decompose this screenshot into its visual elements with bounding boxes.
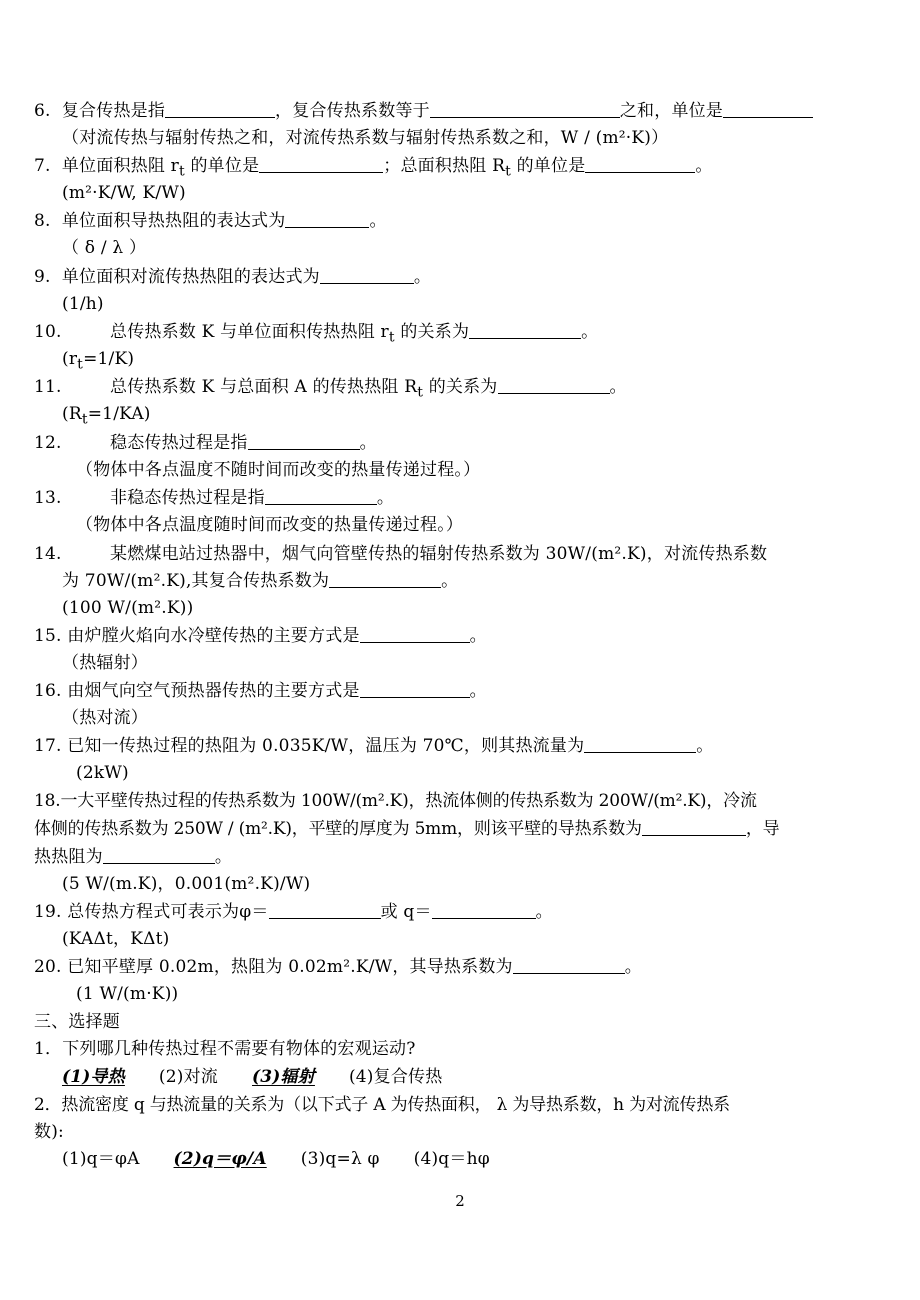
blank (430, 101, 620, 118)
question-14: 14. 某燃煤电站过热器中，烟气向管壁传热的辐射传热系数为 30W/(m².K)，对流传热系数 (34, 544, 768, 564)
option-selected: (3)辐射 (252, 1067, 315, 1087)
blank (469, 322, 581, 339)
question-13: 13. 非稳态传热过程是指 。 (34, 488, 395, 508)
blank (723, 101, 813, 118)
option: (2)对流 (158, 1067, 219, 1087)
answer-8: （ δ / λ ） (62, 238, 147, 258)
answer-18: (5 W/(m.K)，0.001(m².K)/W) (62, 874, 311, 894)
answer-15: （热辐射） (62, 653, 148, 673)
question-16: 16. 由烟气向空气预热器传热的主要方式是 。 (34, 681, 487, 701)
answer-7: (m²·K/W, K/W) (62, 183, 186, 203)
question-14-cont: 为 70W/(m².K),其复合传热系数为 。 (62, 571, 459, 591)
answer-14: (100 W/(m².K)) (62, 598, 194, 618)
choice-question-2: 2．热流密度 q 与热流量的关系为（以下式子 A 为传热面积， λ 为导热系数，h 为对流传热系 (34, 1095, 730, 1115)
blank (248, 433, 360, 450)
blank (320, 267, 414, 284)
blank (165, 101, 275, 118)
choice-question-1: 1．下列哪几种传热过程不需要有物体的宏观运动? (34, 1039, 416, 1059)
section-heading: 三、选择题 (34, 1012, 120, 1032)
blank (642, 819, 746, 836)
blank (432, 902, 536, 919)
blank (584, 736, 696, 753)
choice-options-1 (62, 1066, 476, 1088)
answer-6: （对流传热与辐射传热之和，对流传热系数与辐射传热系数之和，W / (m²·K)） (62, 128, 669, 148)
question-6: 6. 复合传热是指 ，复合传热系数等于 之和，单位是 (34, 100, 813, 122)
question-18-cont: 体侧的传热系数为 250W / (m².K)，平壁的厚度为 5mm，则该平壁的导热系数为 ，导 (34, 819, 780, 839)
question-15: 15. 由炉膛火焰向水冷壁传热的主要方式是 。 (34, 626, 487, 646)
blank (329, 571, 441, 588)
answer-20: (1 W/(m·K)) (76, 984, 179, 1004)
answer-17: (2kW) (76, 763, 129, 783)
answer-10: $(r_t=1/K)$ (62, 349, 135, 373)
question-12: 12. 稳态传热过程是指 。 (34, 433, 377, 453)
blank (269, 902, 381, 919)
question-10: 10. 总传热系数 K 与单位面积传热热阻 $r_t$ 的关系为 。 (34, 322, 599, 346)
choice-options-2 (62, 1148, 524, 1170)
answer-13: （物体中各点温度随时间而改变的热量传递过程。） (76, 515, 464, 535)
question-18: 18.一大平壁传热过程的传热系数为 100W/(m².K)，热流体侧的传热系数为 200W/(m².K)，冷流 (34, 791, 757, 811)
blank (513, 957, 625, 974)
blank (103, 847, 215, 864)
blank (265, 488, 377, 505)
option-selected: (2)q＝φ/A (173, 1149, 267, 1169)
blank (360, 681, 470, 698)
answer-11: $(R_t=1/KA)$ (62, 404, 151, 428)
question-11: 11. 总传热系数 K 与总面积 A 的传热热阻 $R_t$ 的关系为 。 (34, 377, 627, 401)
answer-9: (1/h) (62, 294, 104, 314)
blank (360, 626, 470, 643)
option: (3)q=λ φ (300, 1149, 380, 1169)
option: (4)复合传热 (348, 1067, 443, 1087)
question-7: 7. 单位面积热阻 $r_t$ 的单位是 ；总面积热阻 $R_t$ 的单位是 。 (34, 156, 713, 180)
option: (1)q＝φA (62, 1149, 140, 1169)
question-8: 8. 单位面积导热热阻的表达式为 。 (34, 211, 387, 231)
page-number: 2 (455, 1192, 465, 1210)
answer-19: (KAΔt，KΔt) (62, 929, 170, 949)
question-17: 17. 已知一传热过程的热阻为 0.035K/W，温压为 70℃，则其热流量为 。 (34, 736, 714, 756)
answer-12: （物体中各点温度不随时间而改变的热量传递过程。） (76, 460, 481, 480)
option: (4)q＝hφ (413, 1149, 490, 1169)
blank (585, 156, 695, 173)
question-20: 20. 已知平壁厚 0.02m，热阻为 0.02m².K/W，其导热系数为 。 (34, 957, 642, 977)
option-selected: (1)导热 (62, 1067, 125, 1087)
blank (259, 156, 383, 173)
question-9: 9. 单位面积对流传热热阻的表达式为 。 (34, 267, 432, 287)
blank (498, 377, 610, 394)
question-19: 19. 总传热方程式可表示为φ＝ 或 q＝ 。 (34, 902, 553, 922)
choice-question-2-cont: 数): (34, 1122, 64, 1142)
blank (285, 211, 369, 228)
question-18-cont2: 热热阻为 。 (34, 847, 233, 867)
answer-16: （热对流） (62, 708, 148, 728)
